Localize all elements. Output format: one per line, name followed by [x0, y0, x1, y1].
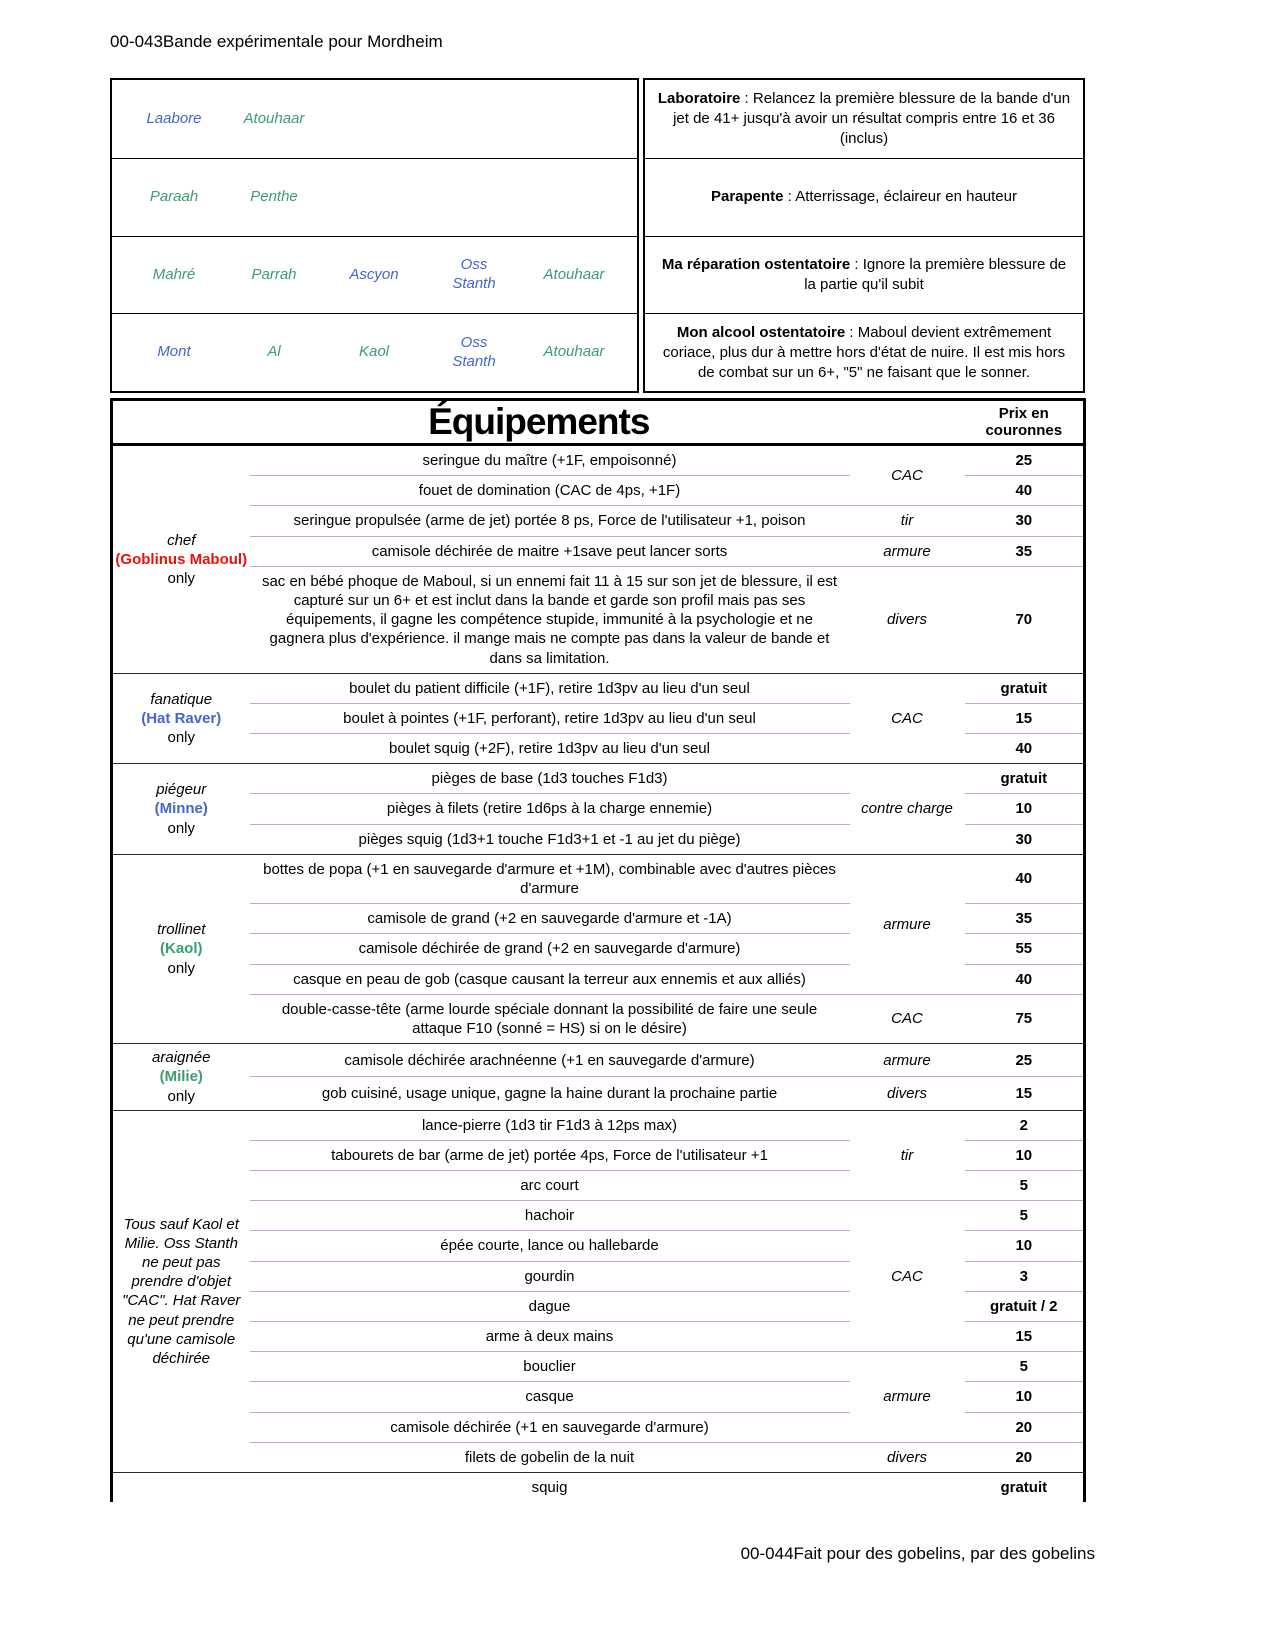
roster-row — [112, 80, 637, 158]
item-price: 15 — [965, 703, 1085, 733]
item-price: 30 — [965, 824, 1085, 854]
item-desc: seringue du maître (+1F, empoisonné) — [250, 445, 850, 476]
table-row — [112, 1110, 1085, 1140]
item-category: CAC — [850, 994, 965, 1043]
item-desc: dague — [250, 1291, 850, 1321]
item-price: gratuit — [965, 764, 1085, 794]
section-suffix: only — [167, 729, 196, 747]
item-price: 25 — [965, 445, 1085, 476]
item-price: 10 — [965, 1140, 1085, 1170]
item-desc: camisole déchirée de maitre +1save peut lancer sorts — [250, 536, 850, 566]
item-price: 5 — [965, 1201, 1085, 1231]
section-role: piégeur — [156, 781, 207, 799]
ability-text — [655, 255, 1073, 295]
table-row — [112, 764, 1085, 794]
item-desc: lance-pierre (1d3 tir F1d3 à 12ps max) — [250, 1110, 850, 1140]
section-label-chef — [112, 445, 250, 674]
item-desc: boulet à pointes (+1F, perforant), retire 1d3pv au lieu d'un seul — [250, 703, 850, 733]
item-desc: pièges à filets (retire 1d6ps à la charge ennemie) — [250, 794, 850, 824]
unit-name: Oss Stanth — [452, 333, 496, 370]
table-row — [112, 1352, 1085, 1382]
section-label-empty — [112, 1472, 250, 1502]
section-owner: (Milie) — [159, 1068, 203, 1086]
equipment-header-row — [112, 400, 1085, 445]
ability-name: Laboratoire — [657, 90, 741, 108]
item-category: CAC — [850, 445, 965, 506]
item-desc: tabourets de bar (arme de jet) portée 4ps, Force de l'utilisateur +1 — [250, 1140, 850, 1170]
item-desc: gob cuisiné, usage unique, gagne la haine durant la prochaine partie — [250, 1077, 850, 1110]
section-owner: (Goblinus Maboul) — [115, 550, 248, 568]
item-price: gratuit — [965, 1472, 1085, 1502]
equipment-table — [110, 398, 1086, 1502]
item-price: 25 — [965, 1044, 1085, 1077]
item-price: 2 — [965, 1110, 1085, 1140]
table-row — [112, 994, 1085, 1043]
unit-name: Al — [267, 343, 281, 361]
unit-name: Atouhaar — [243, 109, 305, 127]
section-owner: (Hat Raver) — [141, 709, 222, 727]
section-suffix: only — [167, 819, 196, 837]
unit-name: Penthe — [250, 187, 298, 205]
item-price: 20 — [965, 1442, 1085, 1472]
item-category: divers — [850, 566, 965, 673]
section-label-fanatique — [112, 673, 250, 764]
ability-text — [655, 89, 1073, 148]
table-row — [112, 1044, 1085, 1077]
ability-desc: : Maboul devient extrêmement coriace, plus dur à mettre hors d'état de nuire. Il est mis hors de combat sur un 6+, "5" ne faisant que le sonner. — [662, 323, 1066, 381]
ability-name: Mon alcool ostentatoire — [676, 323, 846, 341]
item-price: 10 — [965, 1382, 1085, 1412]
item-desc: arme à deux mains — [250, 1322, 850, 1352]
item-price: 55 — [965, 934, 1085, 964]
item-category: armure — [850, 854, 965, 994]
item-category: armure — [850, 536, 965, 566]
roster-row — [112, 236, 637, 314]
item-price: 15 — [965, 1322, 1085, 1352]
item-desc: double-casse-tête (arme lourde spéciale donnant la possibilité de faire une seule attaque F10 (sonné = HS) si on le désire) — [250, 994, 850, 1043]
section-role: trollinet — [157, 921, 206, 939]
item-price: 75 — [965, 994, 1085, 1043]
item-price: 5 — [965, 1171, 1085, 1201]
roster-table — [110, 78, 639, 393]
item-desc: sac en bébé phoque de Maboul, si un ennemi fait 11 à 15 sur son jet de blessure, il est capturé sur un 6+ et est inclut dans la bande et garde son profil mais pas ses équipements, il gagne les compétence stupide, immunité à la psychologie et ne gagnera plus d'expérience. il mange mais ne compte pas dans la valeur de bande et dans sa limitation. — [250, 566, 850, 673]
item-desc: boulet squig (+2F), retire 1d3pv au lieu d'un seul — [250, 734, 850, 764]
item-price: 15 — [965, 1077, 1085, 1110]
table-row — [112, 445, 1085, 476]
item-price: gratuit — [965, 673, 1085, 703]
item-desc: fouet de domination (CAC de 4ps, +1F) — [250, 476, 850, 506]
item-desc: squig — [250, 1472, 850, 1502]
section-label-trollinet — [112, 854, 250, 1043]
unit-name: Paraah — [149, 187, 199, 205]
roster-row — [112, 313, 637, 391]
ability-row — [645, 158, 1083, 236]
section-suffix: only — [167, 959, 196, 977]
item-desc: gourdin — [250, 1261, 850, 1291]
item-price: 40 — [965, 476, 1085, 506]
item-desc: seringue propulsée (arme de jet) portée 8 ps, Force de l'utilisateur +1, poison — [250, 506, 850, 536]
price-column-header: Prix en couronnes — [965, 400, 1085, 445]
section-label-tous — [112, 1110, 250, 1472]
unit-name: Atouhaar — [543, 265, 605, 283]
item-desc: bouclier — [250, 1352, 850, 1382]
section-role: chef — [167, 531, 196, 549]
item-desc: camisole de grand (+2 en sauvegarde d'armure et -1A) — [250, 904, 850, 934]
unit-name: Atouhaar — [543, 343, 605, 361]
item-price: 35 — [965, 536, 1085, 566]
unit-name: Kaol — [358, 343, 390, 361]
item-price: 10 — [965, 1231, 1085, 1261]
item-desc: camisole déchirée (+1 en sauvegarde d'armure) — [250, 1412, 850, 1442]
item-desc: casque en peau de gob (casque causant la terreur aux ennemis et aux alliés) — [250, 964, 850, 994]
item-price: 70 — [965, 566, 1085, 673]
item-desc: filets de gobelin de la nuit — [250, 1442, 850, 1472]
item-price: 5 — [965, 1352, 1085, 1382]
item-category — [850, 1472, 965, 1502]
item-category: armure — [850, 1044, 965, 1077]
document-footer: 00-044Fait pour des gobelins, par des gobelins — [740, 1544, 1095, 1564]
table-row — [112, 566, 1085, 673]
ability-row — [645, 313, 1083, 391]
unit-name: Mont — [157, 343, 191, 361]
item-price: 3 — [965, 1261, 1085, 1291]
section-owner: (Minne) — [154, 800, 208, 818]
item-desc: hachoir — [250, 1201, 850, 1231]
item-category: tir — [850, 1110, 965, 1201]
section-role: Tous sauf Kaol et Milie. Oss Stanth ne peut pas prendre d'objet "CAC". Hat Raver ne peut prendre qu'une camisole déchirée — [122, 1215, 241, 1367]
item-category: divers — [850, 1077, 965, 1110]
item-desc: pièges squig (1d3+1 touche F1d3+1 et -1 au jet du piège) — [250, 824, 850, 854]
ability-name: Parapente — [710, 188, 784, 206]
table-row — [112, 536, 1085, 566]
section-label-araignee — [112, 1044, 250, 1111]
item-category: contre charge — [850, 764, 965, 855]
item-price: 35 — [965, 904, 1085, 934]
item-desc: pièges de base (1d3 touches F1d3) — [250, 764, 850, 794]
table-row — [112, 1442, 1085, 1472]
ability-row — [645, 80, 1083, 158]
item-desc: casque — [250, 1382, 850, 1412]
section-role: fanatique — [150, 690, 213, 708]
unit-name: Oss Stanth — [452, 256, 496, 292]
ability-row — [645, 236, 1083, 314]
table-row — [112, 673, 1085, 703]
item-category: CAC — [850, 1201, 965, 1352]
section-suffix: only — [167, 1087, 196, 1105]
item-category: CAC — [850, 673, 965, 764]
ability-name: Ma réparation ostentatoire — [661, 256, 851, 274]
item-desc: arc court — [250, 1171, 850, 1201]
unit-name: Ascyon — [349, 265, 399, 283]
item-desc: camisole déchirée de grand (+2 en sauvegarde d'armure) — [250, 934, 850, 964]
table-row — [112, 1472, 1085, 1502]
table-row — [112, 854, 1085, 903]
ability-text — [655, 323, 1073, 382]
section-owner: (Kaol) — [160, 940, 203, 958]
item-desc: bottes de popa (+1 en sauvegarde d'armure et +1M), combinable avec d'autres pièces d'armure — [250, 854, 850, 903]
equipment-title: Équipements — [112, 400, 965, 445]
item-category: tir — [850, 506, 965, 536]
section-label-piegeur — [112, 764, 250, 855]
item-price: 40 — [965, 964, 1085, 994]
item-desc: camisole déchirée arachnéenne (+1 en sauvegarde d'armure) — [250, 1044, 850, 1077]
unit-name: Mahré — [152, 265, 196, 283]
item-category: armure — [850, 1352, 965, 1443]
item-price: 40 — [965, 854, 1085, 903]
ability-desc: : Atterrissage, éclaireur en hauteur — [783, 188, 1017, 206]
top-tables — [110, 78, 1085, 393]
table-row — [112, 506, 1085, 536]
item-price: gratuit / 2 — [965, 1291, 1085, 1321]
item-category: divers — [850, 1442, 965, 1472]
item-price: 30 — [965, 506, 1085, 536]
ability-desc: : Ignore la première blessure de la partie qu'il subit — [804, 256, 1067, 293]
ability-text — [711, 187, 1017, 207]
item-price: 40 — [965, 734, 1085, 764]
ability-desc: : Relancez la première blessure de la bande d'un jet de 41+ jusqu'à avoir un résultat compris entre 16 et 36 (inclus) — [673, 90, 1071, 147]
unit-name: Laabore — [146, 109, 202, 127]
item-desc: épée courte, lance ou hallebarde — [250, 1231, 850, 1261]
section-role: araignée — [152, 1049, 211, 1067]
item-price: 10 — [965, 794, 1085, 824]
section-suffix: only — [167, 569, 196, 587]
item-price: 20 — [965, 1412, 1085, 1442]
table-row — [112, 1201, 1085, 1231]
abilities-table — [643, 78, 1085, 393]
page — [110, 0, 1095, 1564]
unit-name: Parrah — [251, 265, 297, 283]
roster-row — [112, 158, 637, 236]
table-row — [112, 1077, 1085, 1110]
item-desc: boulet du patient difficile (+1F), retire 1d3pv au lieu d'un seul — [250, 673, 850, 703]
document-title: 00-043Bande expérimentale pour Mordheim — [110, 32, 443, 51]
